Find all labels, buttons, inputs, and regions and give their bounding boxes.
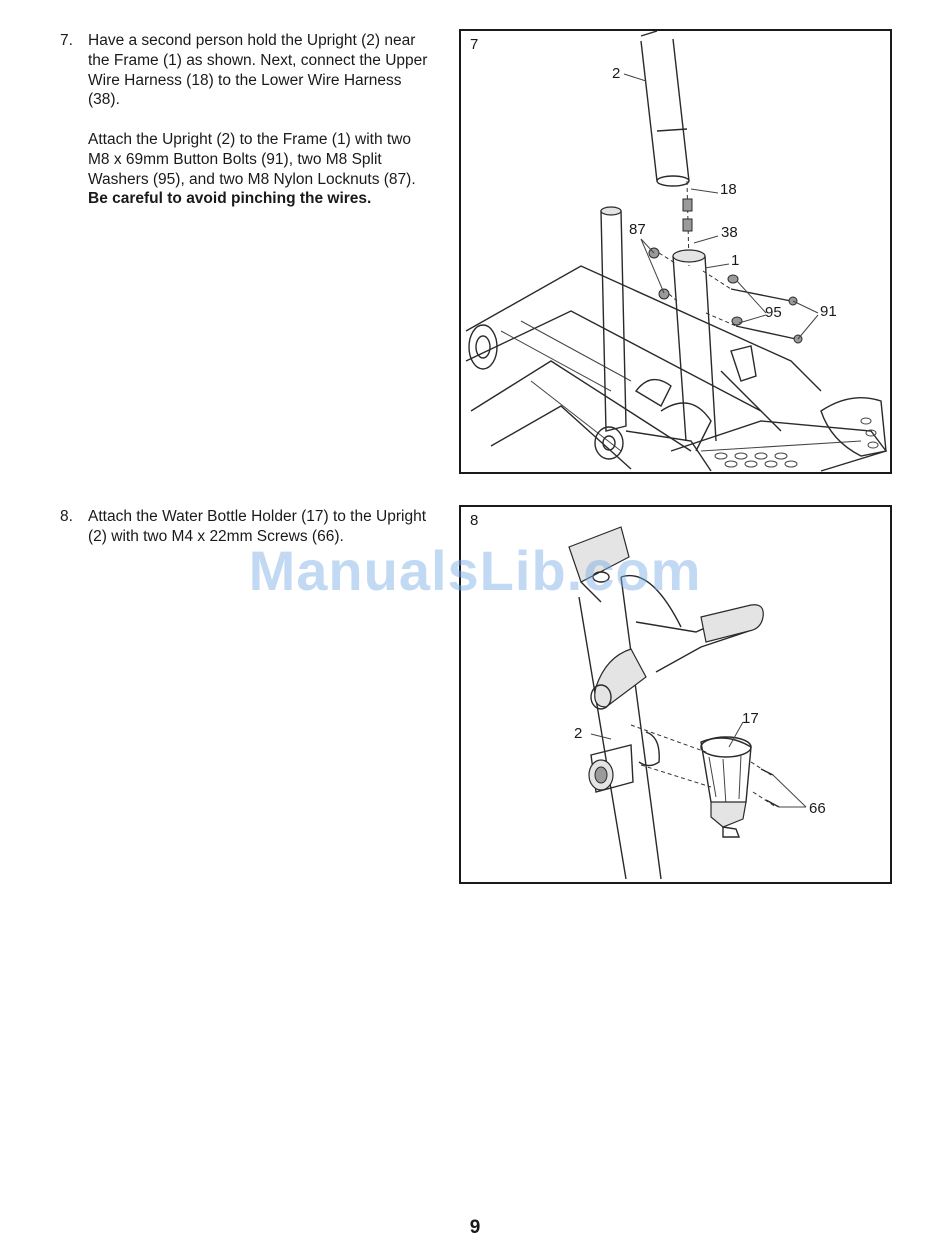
figure-7 [459, 29, 892, 474]
callout-label: 91 [820, 303, 837, 320]
step-text: Attach the Upright (2) to the Frame (1) with two M8 x 69mm Button Bolts (91), two M8 Split Washers (95), and two M8 Nylon Locknuts (87). [88, 130, 416, 188]
step-7 [60, 31, 432, 209]
step-body [88, 31, 432, 209]
watermark: ManualsLib.com [248, 539, 702, 602]
page-number: 9 [469, 1217, 481, 1238]
callout-label: 1 [731, 252, 740, 269]
callout-label: 2 [612, 65, 621, 82]
step-paragraph [88, 130, 432, 209]
callout-label: 17 [742, 710, 759, 727]
figure-number: 7 [470, 36, 479, 53]
callout-label: 2 [574, 725, 583, 742]
callout-label: 38 [721, 224, 738, 241]
step-paragraph: Attach the Water Bottle Holder (17) to the Upright (2) with two M4 x 22mm Screws (66). [88, 508, 427, 545]
step-paragraph: Have a second person hold the Upright (2) near the Frame (1) as shown. Next, connect the Upper Wire Harness (18) to the Lower Wire Harness (38). [88, 32, 428, 109]
step-number: 8. [60, 508, 73, 525]
figure-7-drawing [461, 31, 890, 472]
step-number: 7. [60, 32, 73, 49]
callout-label: 95 [765, 304, 782, 321]
callout-label: 18 [720, 181, 737, 198]
callout-label: 87 [629, 221, 646, 238]
figure-number: 8 [470, 512, 479, 529]
callout-label: 66 [809, 800, 826, 817]
step-warning: Be careful to avoid pinching the wires. [88, 190, 372, 208]
